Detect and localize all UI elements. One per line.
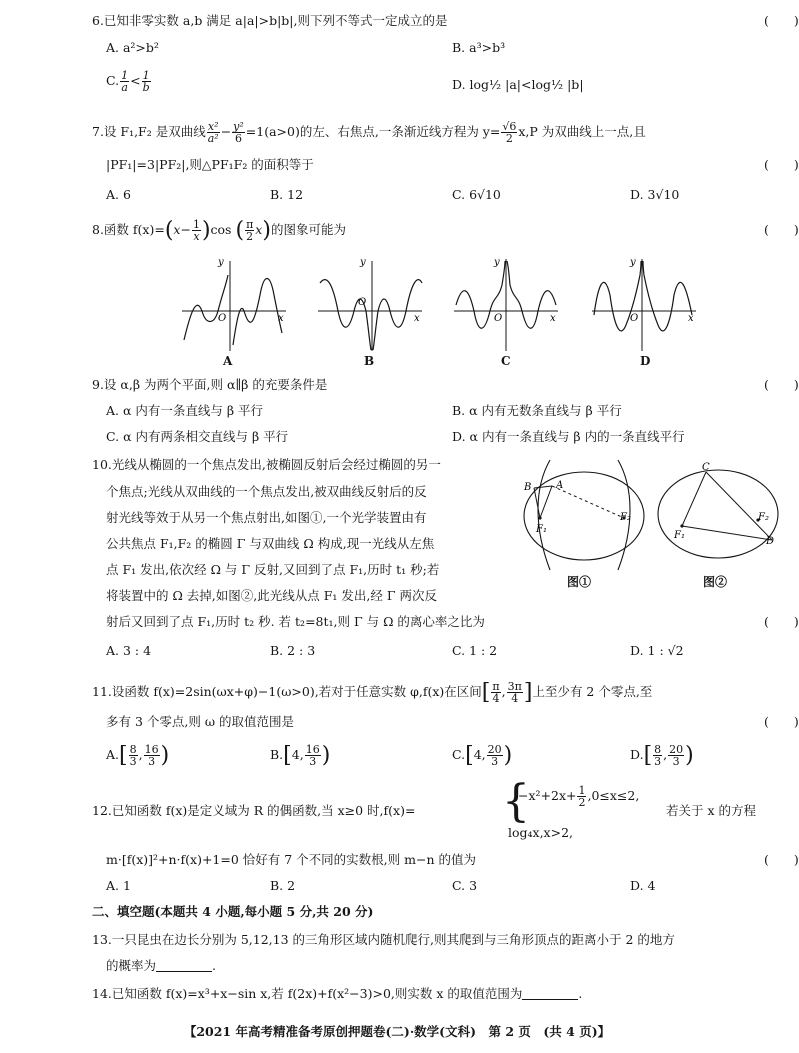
q10-line-1: 10.光线从椭圆的一个焦点发出,被椭圆反射后会经过椭圆的另一 (92, 457, 441, 472)
focus-f2-label: F₂ (620, 512, 631, 523)
axis-y-label: y (630, 257, 636, 268)
axis-x-label: x (550, 313, 556, 324)
q6-option-b: B. a³>b³ (452, 40, 506, 55)
axis-y-label: y (218, 257, 224, 268)
q6-option-c: C. $\frac{1}{a}$ < $\frac{1}{b}$ (106, 69, 150, 94)
q11-option-d: D.[ $\frac{8}{3}$ , $\frac{20}{3}$ ) (630, 743, 694, 768)
origin-label: O (630, 313, 639, 324)
q11-line-2: 多有 3 个零点,则 ω 的取值范围是 (106, 714, 295, 729)
q14-line-1: 14.已知函数 f(x)=x³+x−sin x,若 f(2x)+f(x²−3)>0,则实数 x 的取值范围为 . (92, 986, 583, 1001)
q12-option-c: C. 3 (452, 878, 478, 893)
axis-x-label: x (278, 313, 284, 324)
q11-option-c: C.[4, $\frac{20}{3}$ ) (452, 743, 513, 768)
q7-paren: ( ) (764, 157, 799, 172)
q8-stem: 8.函数 f(x)=(x− $\frac{1}{x}$ )cos ( $\frac{\pi}{2}$ x)的图象可能为 (92, 218, 346, 243)
q10-line-4: 公共焦点 F₁,F₂ 的椭圆 Γ 与双曲线 Ω 构成,现一光线从左焦 (106, 536, 435, 551)
q9-option-d: D. α 内有一条直线与 β 内的一条直线平行 (452, 429, 685, 444)
q8-graph-b-label: B (364, 354, 375, 368)
q9-paren: ( ) (764, 377, 799, 392)
q7-option-d: D. 3√10 (630, 187, 680, 202)
q11-paren: ( ) (764, 714, 799, 729)
q7-option-b: B. 12 (270, 187, 304, 202)
q10-line-7: 射后又回到了点 F₁,历时 t₂ 秒. 若 t₂=8t₁,则 Γ 与 Ω 的离心率之比为 (106, 614, 485, 629)
q12-line-1-a: 12.已知函数 f(x)是定义域为 R 的偶函数,当 x≥0 时,f(x)= (92, 803, 416, 818)
q8-graph-d-label: D (640, 354, 651, 368)
focus-f1-label: F₁ (536, 524, 547, 535)
q6-option-a: A. a²>b² (106, 40, 159, 55)
q6-stem: 6.已知非零实数 a,b 满足 a|a|>b|b|,则下列不等式一定成立的是 (92, 13, 448, 28)
q12-option-d: D. 4 (630, 878, 656, 893)
origin-label: O (218, 313, 227, 324)
q7-option-c: C. 6√10 (452, 187, 501, 202)
point-d-label: D (766, 536, 775, 547)
q12-case-1: −x²+2x+ $\frac{1}{2}$ ,0≤x≤2, (518, 784, 640, 809)
q7-option-a: A. 6 (106, 187, 131, 202)
q12-paren: ( ) (764, 852, 799, 867)
q10-line-6: 将装置中的 Ω 去掉,如图②,此光线从点 F₁ 发出,经 Γ 两次反 (106, 588, 437, 603)
q8-graph-c-label: C (501, 354, 511, 368)
q12-case-2: log₄x,x>2, (508, 825, 574, 840)
point-a-label: A (556, 480, 564, 491)
q10-option-b: B. 2 : 3 (270, 643, 316, 658)
q8-graph-c (450, 255, 562, 355)
axis-x-label: x (688, 313, 694, 324)
q7-line-2: |PF₁|=3|PF₂|,则△PF₁F₂ 的面积等于 (106, 157, 314, 172)
q13-answer-blank (156, 959, 212, 972)
q9-option-b: B. α 内有无数条直线与 β 平行 (452, 403, 622, 418)
q9-stem: 9.设 α,β 为两个平面,则 α∥β 的充要条件是 (92, 377, 328, 392)
point-c-label: C (702, 462, 710, 473)
q14-answer-blank (522, 987, 578, 1000)
point-b-label: B (524, 482, 532, 493)
focus-f1-label: F₁ (674, 530, 685, 541)
q10-line-2: 个焦点;光线从双曲线的一个焦点发出,被双曲线反射后的反 (106, 484, 427, 499)
q13-line-1: 13.一只昆虫在边长分别为 5,12,13 的三角形区域内随机爬行,则其爬到与三角形顶点的距离小于 2 的地方 (92, 932, 675, 947)
q10-figure-1-caption: 图① (567, 575, 592, 589)
q10-paren: ( ) (764, 614, 799, 629)
origin-label: O (358, 297, 367, 308)
focus-f2-label: F₂ (758, 512, 769, 523)
axis-y-label: y (360, 257, 366, 268)
q11-line-1: 11.设函数 f(x)=2sin(ωx+φ)−1(ω>0),若对于任意实数 φ,f(x)在区间[ $\frac{\pi}{4}$ , $\frac{3\pi}{4}$ ]上至少有 2 个零点,至 (92, 680, 653, 705)
q10-option-d: D. 1 : √2 (630, 643, 684, 658)
q10-option-c: C. 1 : 2 (452, 643, 498, 658)
page-footer: 【2021 年高考精准备考原创押题卷(二)·数学(文科) 第 2 页 (共 4 页)】 (183, 1024, 611, 1039)
q12-line-2: m·[f(x)]²+n·f(x)+1=0 恰好有 7 个不同的实数根,则 m−n 的值为 (106, 852, 476, 867)
q7-line-1: 7.设 F₁,F₂ 是双曲线 $\frac{\text{x²}}{\text{a²}}$ − $\frac{\text{y²}}{6}$ =1(a>0)的左、右焦点,一条渐近线方程为 y= $\frac{√6}{2}$ x,P 为双曲线上一点,且 (92, 120, 646, 145)
q12-brace: { (502, 776, 530, 827)
q12-option-a: A. 1 (106, 878, 131, 893)
q12-line-1-b: 若关于 x 的方程 (666, 803, 756, 818)
q10-line-3: 射光线等效于从另一个焦点射出,如图①,一个光学装置由有 (106, 510, 427, 525)
q10-line-5: 点 F₁ 发出,依次经 Ω 与 Γ 反射,又回到了点 F₁,历时 t₁ 秒;若 (106, 562, 440, 577)
q11-option-a: A.[ $\frac{8}{3}$ , $\frac{16}{3}$ ) (106, 743, 170, 768)
q8-graph-a-label: A (223, 354, 233, 368)
q10-option-a: A. 3 : 4 (106, 643, 152, 658)
section-fill-in-blanks: 二、填空题(本题共 4 小题,每小题 5 分,共 20 分) (92, 904, 374, 919)
q8-graph-d (588, 255, 700, 355)
q10-figure-2-caption: 图② (703, 575, 728, 589)
origin-label: O (494, 313, 503, 324)
q12-option-b: B. 2 (270, 878, 296, 893)
q6-option-d: D. log½ |a|<log½ |b| (452, 77, 584, 92)
q10-figure-1 (520, 458, 650, 578)
axis-x-label: x (414, 313, 420, 324)
q8-graph-a (178, 255, 290, 355)
q9-option-a: A. α 内有一条直线与 β 平行 (106, 403, 264, 418)
q6-paren: ( ) (764, 13, 799, 28)
q10-figure-2 (654, 462, 784, 572)
q8-graph-b (314, 255, 426, 355)
q8-paren: ( ) (764, 222, 799, 237)
q13-line-2: 的概率为 . (106, 958, 216, 973)
q9-option-c: C. α 内有两条相交直线与 β 平行 (106, 429, 289, 444)
q11-option-b: B.[4, $\frac{16}{3}$ ) (270, 743, 331, 768)
axis-y-label: y (494, 257, 500, 268)
